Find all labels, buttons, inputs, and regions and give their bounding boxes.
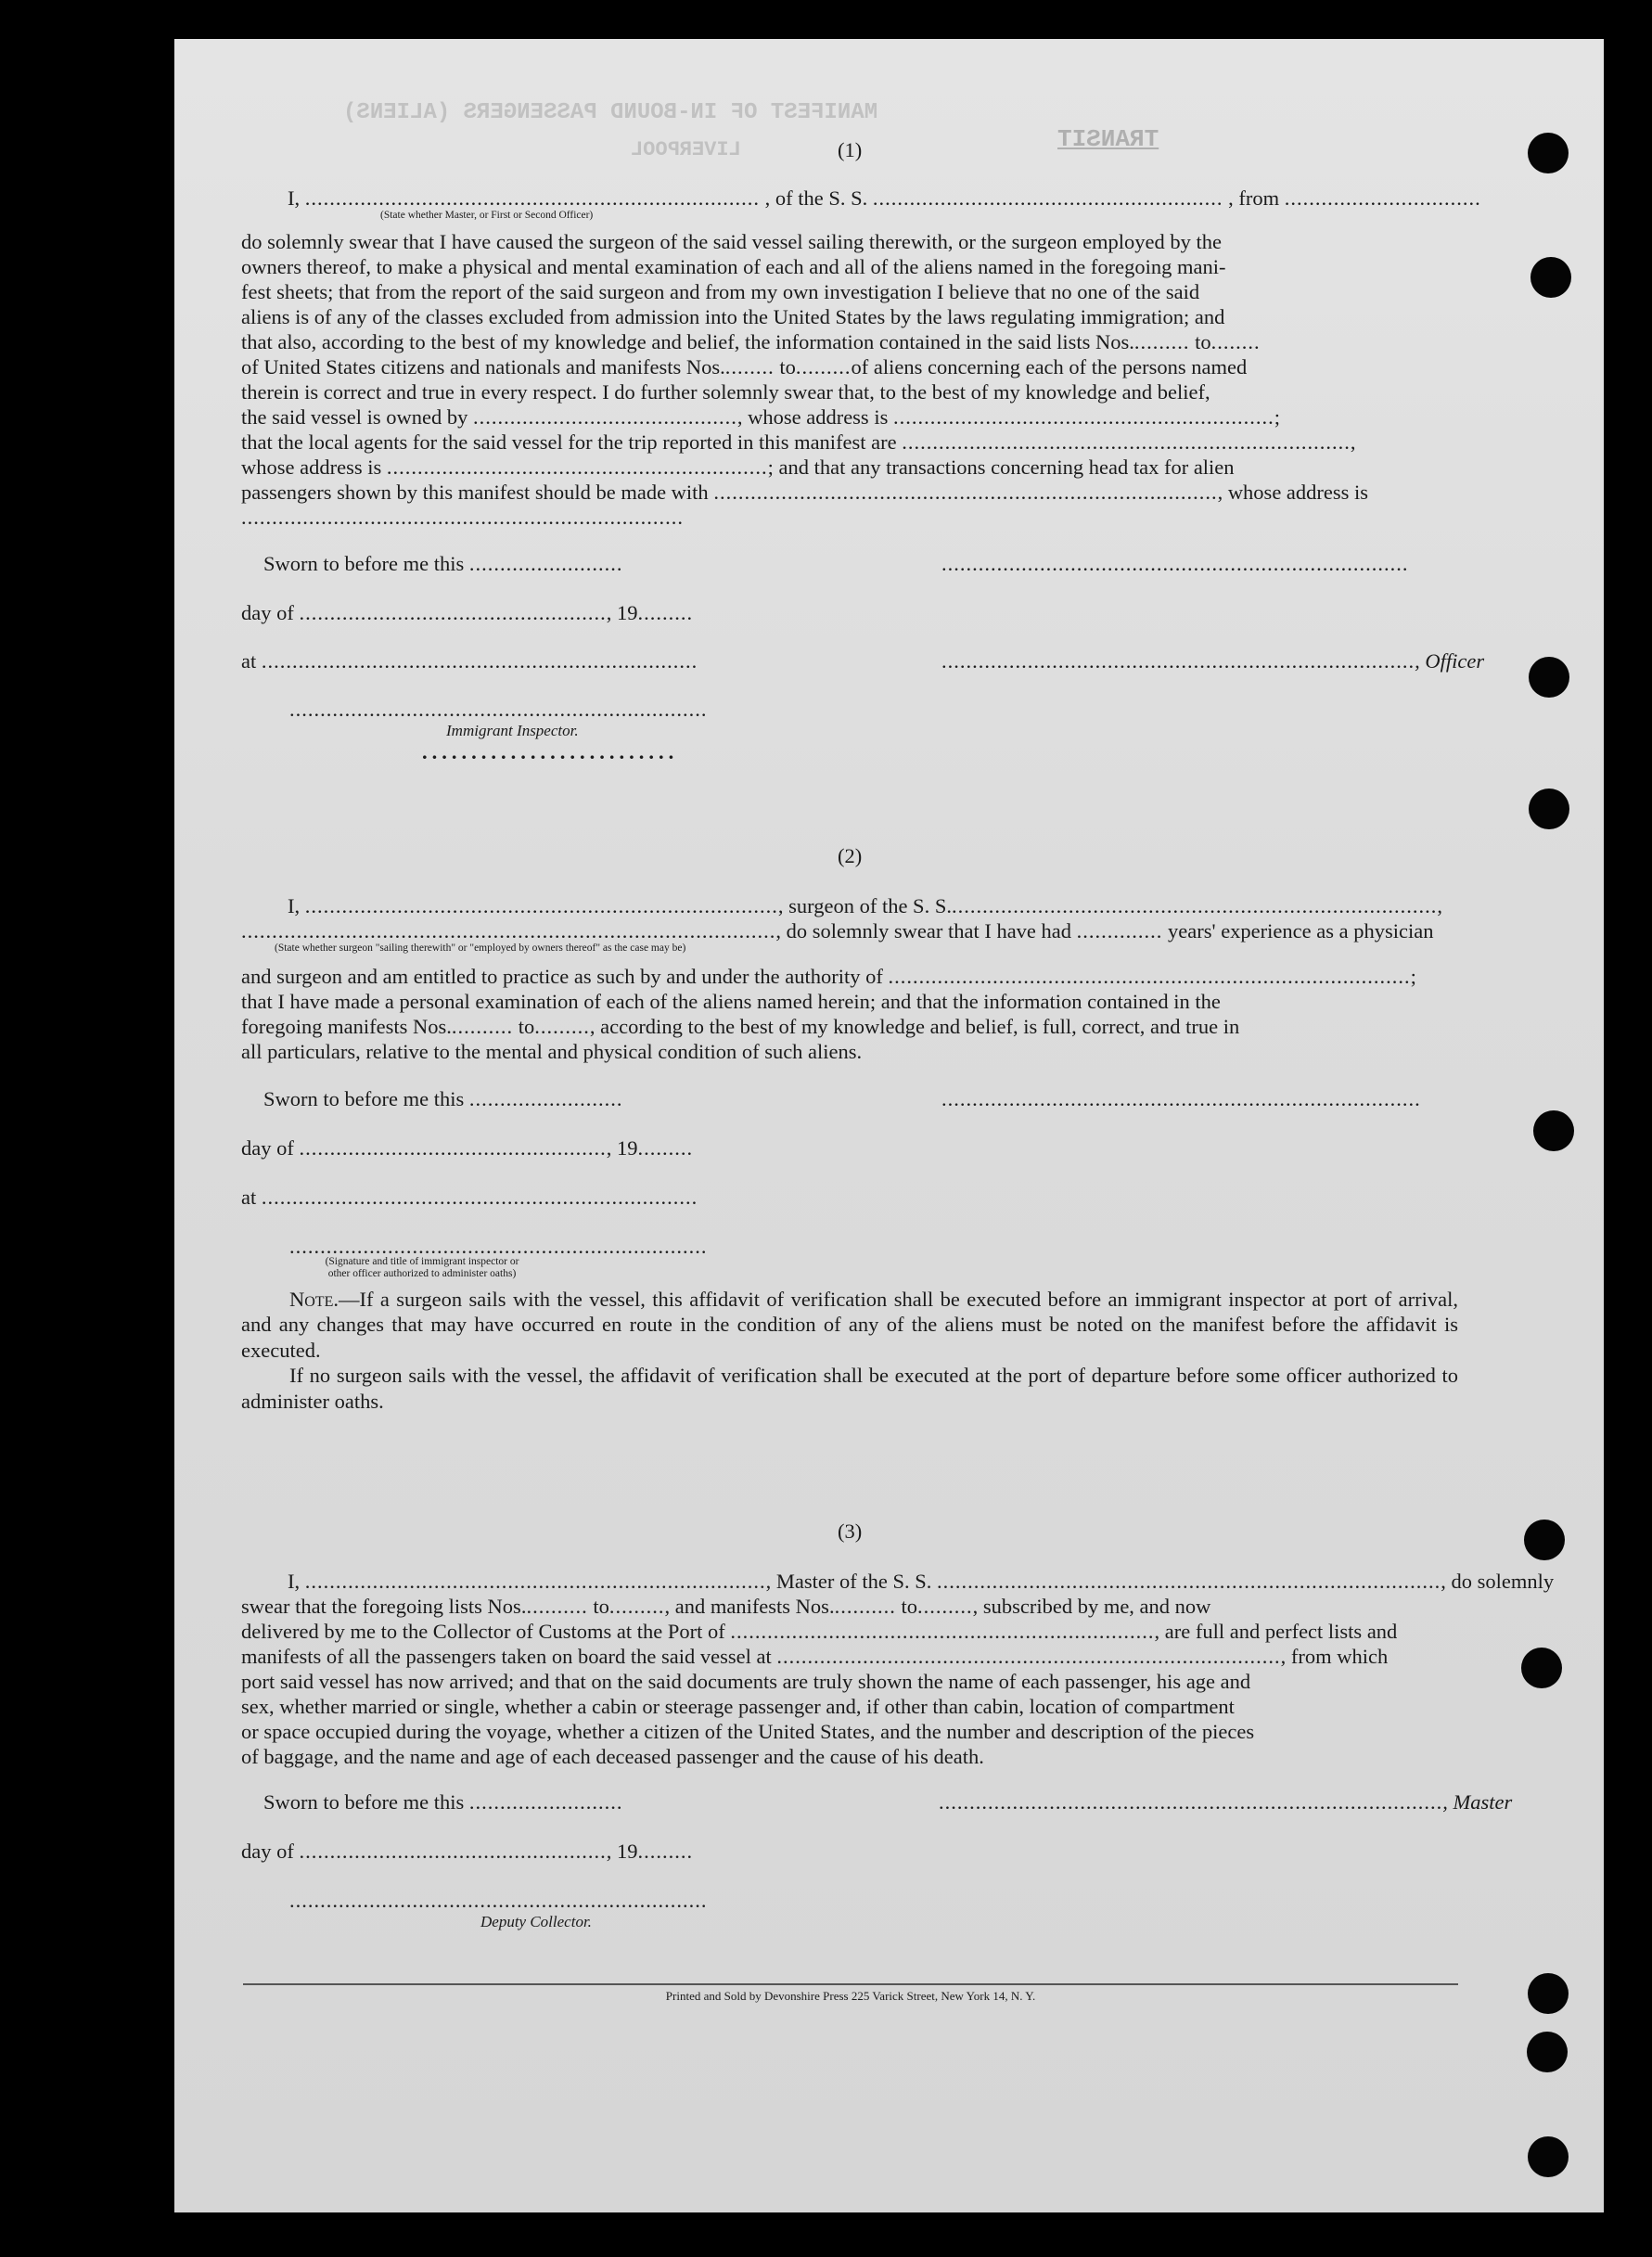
body-text: , and manifests Nos. — [664, 1595, 835, 1618]
punch-hole — [1527, 2032, 1568, 2072]
day-line: day of .................................................., 19......... — [241, 1840, 694, 1863]
body-text: foregoing manifests Nos. — [241, 1015, 452, 1038]
punch-hole — [1528, 133, 1569, 173]
note-paragraph — [241, 1287, 1458, 1414]
body-line: fest sheets; that from the report of the said surgeon and from my own investigation I believe that no one of the said — [241, 280, 1200, 303]
body-line: aliens is of any of the classes excluded from admission into the United States by the laws regulating immigration; and — [241, 305, 1225, 328]
body-text: whose address is — [241, 455, 382, 479]
punch-hole — [1533, 1110, 1574, 1151]
body-text: , from which — [1280, 1645, 1389, 1668]
footer-rule — [243, 1983, 1458, 1985]
body-line: and surgeon and am entitled to practice as such by and under the authority of .....................................................................................; — [241, 965, 1416, 988]
deputy-caption: Deputy Collector. — [480, 1913, 592, 1930]
i-label: I, — [288, 186, 301, 210]
body-line: therein is correct and true in every respect. I do further solemnly swear that, to the best of my knowledge and belief, — [241, 380, 1210, 404]
master-label: , Master — [1442, 1790, 1513, 1814]
body-text: of aliens concerning each of the persons named — [851, 355, 1248, 378]
body-line: foregoing manifests Nos........... to........., according to the best of my knowledge and belief, is full, correct, and true in — [241, 1015, 1240, 1038]
body-text: manifests of all the passengers taken on board the said vessel at — [241, 1645, 772, 1668]
collector-blank: .................................................................... — [289, 1889, 708, 1912]
body-text: , according to the best of my knowledge and belief, is full, correct, and true in — [589, 1015, 1240, 1038]
inspector-blank: .................................................................... — [289, 1235, 708, 1258]
punch-hole — [1521, 1648, 1562, 1688]
body-line: port said vessel has now arrived; and that on the said documents are truly shown the name of each passenger, his age and — [241, 1670, 1251, 1693]
body-line: owners thereof, to make a physical and mental examination of each and all of the aliens named in the foregoing mani- — [241, 255, 1226, 278]
body-text: , Master of the S. S. — [765, 1570, 932, 1593]
signature-blank: .............................................................................. — [941, 1087, 1421, 1110]
body-line: that I have made a personal examination of each of the aliens named herein; and that the information contained in the — [241, 990, 1221, 1013]
body-line: delivered by me to the Collector of Customs at the Port of ....................................................................., are full and perfect lists and — [241, 1620, 1398, 1643]
oath-line — [288, 186, 1481, 211]
day-label: day of — [241, 601, 294, 624]
sworn-label: Sworn to before me this — [263, 1087, 465, 1110]
master-signature-line: .................................................................................., Master — [939, 1790, 1513, 1814]
body-text: ; and that any transactions concerning head tax for alien — [767, 455, 1235, 479]
body-text: to — [1195, 330, 1211, 353]
officer-line: ............................................................................., Officer — [941, 649, 1485, 673]
experience-line: ......................................................................................., do solemnly swear that I have had .............. years' experience as a physician — [241, 919, 1434, 943]
at-line: at ....................................................................... — [241, 1186, 698, 1209]
punch-hole — [1529, 657, 1569, 698]
body-line: do solemnly swear that I have caused the surgeon of the said vessel sailing therewith, or the surgeon employed by the — [241, 230, 1223, 253]
body-line: that also, according to the best of my knowledge and belief, the information contained in the said lists Nos.......... to........ — [241, 330, 1261, 353]
body-text: swear that the foregoing lists Nos. — [241, 1595, 527, 1618]
name-blank: .......................................................................... — [304, 186, 760, 210]
punch-hole — [1524, 1520, 1565, 1560]
section-number: (1) — [838, 138, 863, 161]
of-ss-label: , of the S. S. — [764, 186, 868, 210]
address-blank: ........................................................................ — [241, 506, 684, 529]
bleed-through-header: MANIFEST OF IN-BOUND PASSENGERS (ALIENS) — [343, 100, 878, 125]
state-whether-caption: (State whether surgeon "sailing therewith" or "employed by owners thereof" as the case may be) — [275, 943, 686, 954]
body-text: , subscribed by me, and now — [972, 1595, 1211, 1618]
sworn-line: Sworn to before me this ......................... — [263, 1087, 623, 1110]
note-text: If no surgeon sails with the vessel, the affidavit of verification shall be executed at the port of departure before some officer authorized to administer oaths. — [241, 1364, 1458, 1413]
i-label: I, — [288, 894, 301, 917]
printer-imprint: Printed and Sold by Devonshire Press 225 Varick Street, New York 14, N. Y. — [665, 1989, 1036, 2003]
body-text: , whose address is — [736, 405, 889, 429]
sworn-line: Sworn to before me this ......................... — [263, 1790, 623, 1814]
officer-label: , Officer — [1415, 649, 1485, 673]
at-line: at ....................................................................... — [241, 649, 698, 673]
year-label: , 19 — [606, 1840, 638, 1863]
body-line: the said vessel is owned by ..........................................., whose address is ..............................................................; — [241, 405, 1280, 429]
body-line: manifests of all the passengers taken on board the said vessel at .................................................................................., from which — [241, 1645, 1389, 1668]
body-line: swear that the foregoing lists Nos........... to........., and manifests Nos........... to........., subscribed by me, and now — [241, 1595, 1211, 1618]
day-label: day of — [241, 1840, 294, 1863]
punch-hole — [1528, 1973, 1569, 2014]
body-text: , are full and perfect lists and — [1154, 1620, 1398, 1643]
year-label: , 19 — [606, 601, 638, 624]
body-text: that also, according to the best of my knowledge and belief, the information contained in the said lists Nos. — [241, 330, 1134, 353]
body-line: passengers shown by this manifest should be made with .................................................................................., whose address is — [241, 481, 1369, 504]
section-number: (3) — [838, 1520, 863, 1543]
day-line: day of .................................................., 19......... — [241, 601, 694, 624]
body-text: that the local agents for the said vessel for the trip reported in this manifest are — [241, 430, 897, 454]
body-text: the said vessel is owned by — [241, 405, 468, 429]
sworn-label: Sworn to before me this — [263, 1790, 465, 1814]
year-label: , 19 — [606, 1136, 638, 1160]
note-label: Note. — [289, 1288, 339, 1311]
sig-caption: other officer authorized to administer oaths) — [327, 1268, 517, 1279]
body-line: or space occupied during the voyage, whether a citizen of the United States, and the number and description of the pieces — [241, 1720, 1255, 1743]
state-whether-caption: (State whether Master, or First or Second Officer) — [380, 210, 594, 221]
body-text: to — [779, 355, 796, 378]
body-text: , do solemnly swear that I have had — [775, 919, 1072, 943]
punch-hole — [1529, 789, 1569, 829]
surgeon-label: , surgeon of the S. S. — [777, 894, 952, 917]
from-label: , from — [1228, 186, 1280, 210]
body-text: years' experience as a physician — [1168, 919, 1434, 943]
surgeon-line: I, ............................................................................., surgeon of the S. S................................................................................, — [288, 894, 1442, 917]
body-text: of United States citizens and nationals and manifests Nos. — [241, 355, 725, 378]
sig-caption: (Signature and title of immigrant inspector or — [325, 1256, 519, 1267]
body-text: and surgeon and am entitled to practice as such by and under the authority of — [241, 965, 883, 988]
punch-hole — [1530, 257, 1571, 298]
punch-hole — [1528, 2136, 1569, 2177]
body-line: sex, whether married or single, whether a cabin or steerage passenger and, if other than cabin, location of compartment — [241, 1695, 1235, 1718]
body-text: , whose address is — [1217, 481, 1369, 504]
body-text: passengers shown by this manifest should be made with — [241, 481, 709, 504]
body-text: to — [518, 1015, 535, 1038]
day-label: day of — [241, 1136, 294, 1160]
body-line: whose address is ..............................................................; and that any transactions concerning head tax for alien — [241, 455, 1235, 479]
body-line: of United States citizens and nationals and manifests Nos......... to.........of aliens concerning each of the persons named — [241, 355, 1248, 378]
bleed-through-transit: TRANSIT — [1057, 125, 1159, 153]
at-label: at — [241, 1186, 257, 1209]
inspector-blank: .................................................................... — [289, 698, 708, 721]
inspector-caption: Immigrant Inspector. — [446, 722, 579, 739]
day-line: day of .................................................., 19......... — [241, 1136, 694, 1160]
note-text: —If a surgeon sails with the vessel, this affidavit of verification shall be executed before an immigrant inspector at port of arrival, and any changes that may have occurred en route in the condition of any of the aliens must be noted on the manifest before the affidavit is executed. — [241, 1288, 1458, 1362]
ship-blank: ......................................................... — [872, 186, 1223, 210]
body-text: , do solemnly — [1441, 1570, 1555, 1593]
body-line: all particulars, relative to the mental and physical condition of such aliens. — [241, 1040, 863, 1063]
bleed-through-port: LIVERPOOL — [631, 138, 741, 161]
body-text: delivered by me to the Collector of Customs at the Port of — [241, 1620, 725, 1643]
sworn-line: Sworn to before me this ......................... — [263, 552, 623, 575]
at-label: at — [241, 649, 257, 673]
body-line: that the local agents for the said vessel for the trip reported in this manifest are ........................................................................., — [241, 430, 1356, 454]
dotted-divider: .......................... — [422, 740, 679, 763]
body-line: of baggage, and the name and age of each deceased passenger and the cause of his death. — [241, 1745, 984, 1768]
signature-blank: ............................................................................ — [941, 552, 1409, 575]
section-number: (2) — [838, 844, 863, 867]
from-blank: ................................ — [1284, 186, 1481, 210]
body-text: to — [593, 1595, 609, 1618]
i-label: I, — [288, 1570, 301, 1593]
sworn-label: Sworn to before me this — [263, 552, 465, 575]
body-text: to — [901, 1595, 917, 1618]
master-line: I, ..........................................................................., Master of the S. S. .................................................................................., do solemnly — [288, 1570, 1555, 1593]
